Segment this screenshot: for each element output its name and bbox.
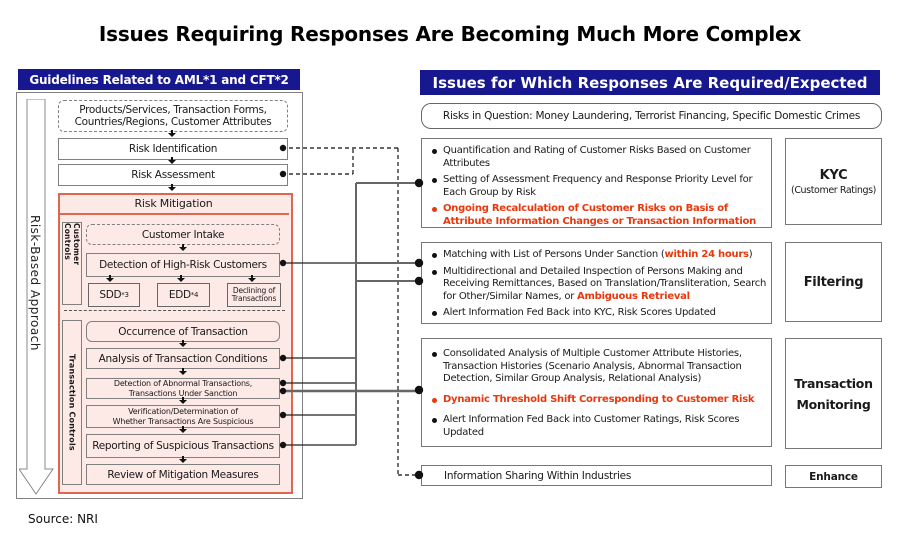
customer-intake-box: Customer Intake bbox=[86, 224, 280, 245]
flow-arrow bbox=[179, 397, 187, 405]
detection-abnormal-box bbox=[86, 378, 280, 399]
declining-line1: Declining of bbox=[232, 285, 276, 295]
bullet-dot bbox=[432, 149, 437, 154]
detection-high-risk-box: Detection of High-Risk Customers bbox=[86, 253, 280, 277]
enhance-label-box: Enhance bbox=[785, 465, 882, 488]
verification-box bbox=[86, 405, 280, 428]
flow-arrow bbox=[179, 340, 187, 348]
flow-arrow bbox=[248, 275, 256, 283]
bullet-item bbox=[432, 249, 767, 262]
bullet-dot bbox=[432, 207, 437, 212]
kyc-bullets-box bbox=[421, 138, 772, 228]
right-panel-header: Issues for Which Responses Are Required/Expected bbox=[420, 70, 880, 95]
section-label: Filtering bbox=[803, 274, 864, 290]
risk-assessment-box: Risk Assessment bbox=[58, 164, 288, 186]
edd-footnote-mark: *4 bbox=[190, 291, 199, 299]
information-sharing-box: Information Sharing Within Industries bbox=[421, 465, 772, 486]
bullet-text: Consolidated Analysis of Multiple Customer Attribute Histories, Transaction Histories (Scenario Analysis, Abnormal Transaction Detection, Similar Group Analysis, Relational Analysis) bbox=[443, 348, 742, 384]
edd-label: EDD bbox=[168, 289, 191, 301]
detection-abnormal-line2: Transactions Under Sanction bbox=[128, 388, 238, 398]
declining-line2: Transactions bbox=[231, 294, 277, 303]
edd-box bbox=[157, 283, 210, 307]
products-box bbox=[58, 100, 288, 132]
controls-divider bbox=[64, 310, 285, 311]
bullet-dot bbox=[432, 398, 437, 403]
flow-arrow bbox=[168, 157, 176, 165]
bullet-text: Multidirectional and Detailed Inspection of Persons Making and Receiving Remittances, Based on Translation/Transliteration, Search for Other/Similar Names, or Ambiguous Retrieval bbox=[443, 265, 767, 302]
occurrence-box: Occurrence of Transaction bbox=[86, 321, 280, 342]
reporting-box: Reporting of Suspicious Transactions bbox=[86, 434, 280, 458]
bullet-dot bbox=[432, 270, 437, 275]
detection-abnormal-line1: Detection of Abnormal Transactions, bbox=[113, 379, 253, 388]
source-note: Source: NRI bbox=[28, 512, 98, 526]
flow-arrow bbox=[179, 244, 187, 252]
left-panel-header: Guidelines Related to AML*1 and CFT*2 bbox=[18, 69, 300, 90]
flow-arrow bbox=[179, 426, 187, 434]
flow-arrow bbox=[168, 184, 176, 192]
products-line1: Products/Services, Transaction Forms, bbox=[79, 104, 267, 116]
flow-arrow bbox=[106, 275, 114, 283]
analysis-box: Analysis of Transaction Conditions bbox=[86, 348, 280, 369]
bullet-list bbox=[432, 348, 767, 439]
risk-identification-box: Risk Identification bbox=[58, 138, 288, 160]
bullet-dot bbox=[432, 352, 437, 357]
sdd-footnote-mark: *3 bbox=[121, 291, 129, 299]
filtering-bullets-box bbox=[421, 242, 772, 324]
declining-transactions-box bbox=[227, 283, 281, 307]
flow-arrow bbox=[179, 456, 187, 464]
bullet-item bbox=[432, 145, 767, 170]
bullet-list bbox=[432, 145, 767, 228]
bullet-text: Alert Information Fed Back into Customer Ratings, Risk Scores Updated bbox=[443, 414, 740, 438]
bullet-dot bbox=[432, 418, 437, 423]
risk-mitigation-title: Risk Mitigation bbox=[58, 193, 289, 215]
bullet-text: Setting of Assessment Frequency and Response Priority Level for Each Group by Risk bbox=[443, 174, 753, 198]
risks-in-question-box: Risks in Question: Money Laundering, Terrorist Financing, Specific Domestic Crimes bbox=[421, 103, 882, 129]
review-box: Review of Mitigation Measures bbox=[86, 464, 280, 485]
transaction-controls-label: Transaction Controls bbox=[62, 320, 82, 485]
bullet-dot bbox=[432, 311, 437, 316]
verification-line2: Whether Transactions Are Suspicious bbox=[112, 416, 254, 426]
transaction-monitoring-label-box bbox=[785, 338, 882, 449]
bullet-text: Dynamic Threshold Shift Corresponding to Customer Risk bbox=[443, 393, 755, 405]
risk-based-approach-label: Risk-Based Approach bbox=[28, 214, 42, 351]
flow-arrow bbox=[179, 368, 187, 376]
bullet-dot bbox=[432, 178, 437, 183]
transaction-monitoring-bullets-box bbox=[421, 338, 772, 447]
bullet-item bbox=[432, 414, 767, 439]
bullet-item bbox=[432, 307, 767, 320]
section-label: Transaction Monitoring bbox=[794, 375, 873, 412]
sdd-box bbox=[88, 283, 140, 307]
bullet-item bbox=[432, 203, 767, 228]
kyc-label-box bbox=[785, 138, 882, 225]
section-sublabel: (Customer Ratings) bbox=[791, 184, 876, 196]
bullet-item bbox=[432, 174, 767, 199]
bullet-dot bbox=[432, 253, 437, 258]
flow-arrow bbox=[177, 275, 185, 283]
page-title: Issues Requiring Responses Are Becoming Much More Complex bbox=[98, 22, 802, 46]
bullet-item bbox=[432, 348, 767, 386]
bullet-text: Ongoing Recalculation of Customer Risks on Basis of Attribute Information Changes or Transaction Information bbox=[443, 203, 756, 227]
bullet-text: Matching with List of Persons Under Sanction (within 24 hours) bbox=[443, 249, 753, 260]
bullet-item bbox=[432, 266, 767, 304]
customer-controls-label: Customer Controls bbox=[62, 222, 82, 305]
sdd-label: SDD bbox=[99, 289, 122, 301]
bullet-text: Alert Information Fed Back into KYC, Risk Scores Updated bbox=[443, 307, 716, 318]
bullet-text: Quantification and Rating of Customer Risks Based on Customer Attributes bbox=[443, 145, 751, 169]
bullet-item bbox=[432, 394, 767, 407]
filtering-label-box bbox=[785, 242, 882, 322]
flow-arrow bbox=[168, 130, 176, 138]
verification-line1: Verification/Determination of bbox=[128, 407, 238, 416]
products-line2: Countries/Regions, Customer Attributes bbox=[74, 116, 272, 128]
bullet-list bbox=[432, 249, 767, 320]
section-label: KYC bbox=[819, 167, 848, 183]
